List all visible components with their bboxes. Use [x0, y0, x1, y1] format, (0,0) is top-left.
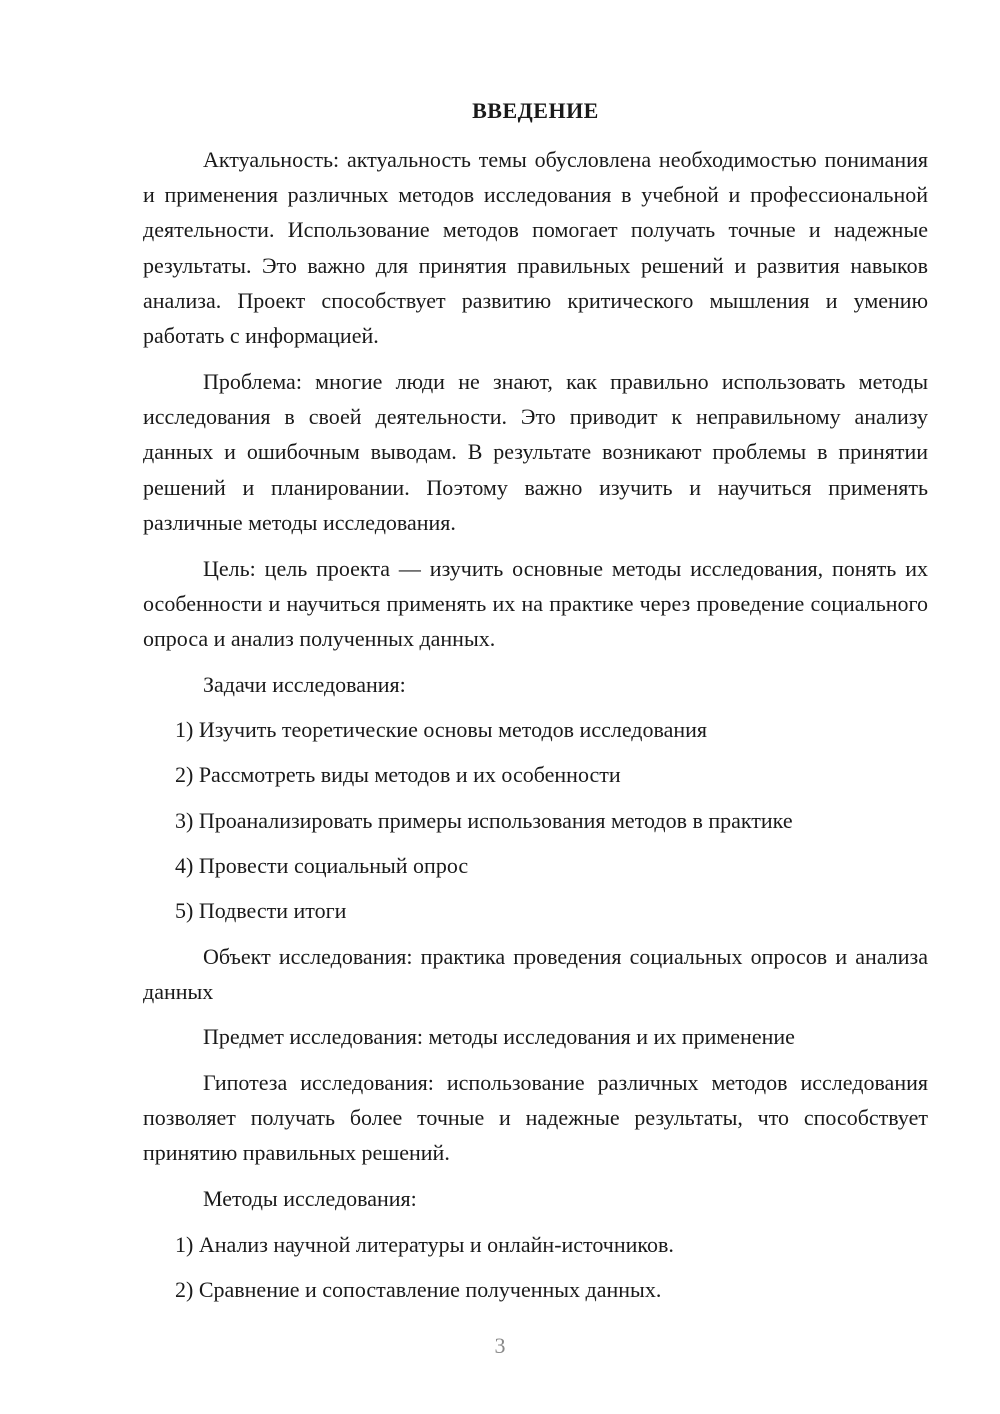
tasks-title: Задачи исследования:: [203, 672, 406, 697]
method-item-2: 2) Сравнение и сопоставление полученных данных.: [175, 1277, 662, 1302]
relevance-paragraph: Актуальность: актуальность темы обусловлена необходимостью понимания и применения различных методов исследования в учебной и профессиональной деятельности. Использование методов помогает получать точные и надежные результаты. Это важно для принятия правильных решений и развития навыков анализа. Проект способствует развитию критического мышления и умению работать с информацией.: [143, 147, 928, 349]
hypothesis-paragraph: Гипотеза исследования: использование различных методов исследования позволяет получать более точные и надежные результаты, что способствует принятию правильных решений.: [143, 1070, 928, 1166]
task-item-4: 4) Провести социальный опрос: [175, 853, 469, 878]
object-paragraph: Объект исследования: практика проведения социальных опросов и анализа данных: [143, 944, 928, 1005]
method-item-1: 1) Анализ научной литературы и онлайн-источников.: [175, 1232, 674, 1257]
problem-paragraph: Проблема: многие люди не знают, как правильно использовать методы исследования в своей деятельности. Это приводит к неправильному анализу данных и ошибочным выводам. В результате возникают проблемы в принятии решений и планировании. Поэтому важно изучить и научиться применять различные методы исследования.: [143, 369, 928, 535]
page-number: 3: [494, 1333, 506, 1358]
methods-title: Методы исследования:: [203, 1186, 417, 1211]
subject-paragraph: Предмет исследования: методы исследования и их применение: [203, 1024, 795, 1049]
task-item-3: 3) Проанализировать примеры использования методов в практике: [175, 808, 793, 833]
task-item-2: 2) Рассмотреть виды методов и их особенности: [175, 762, 621, 787]
page-title: ВВЕДЕНИЕ: [472, 98, 599, 123]
task-item-5: 5) Подвести итоги: [175, 898, 347, 923]
task-item-1: 1) Изучить теоретические основы методов исследования: [175, 717, 708, 742]
goal-paragraph: Цель: цель проекта — изучить основные методы исследования, понять их особенности и научиться применять их на практике через проведение социального опроса и анализ полученных данных.: [143, 556, 928, 652]
